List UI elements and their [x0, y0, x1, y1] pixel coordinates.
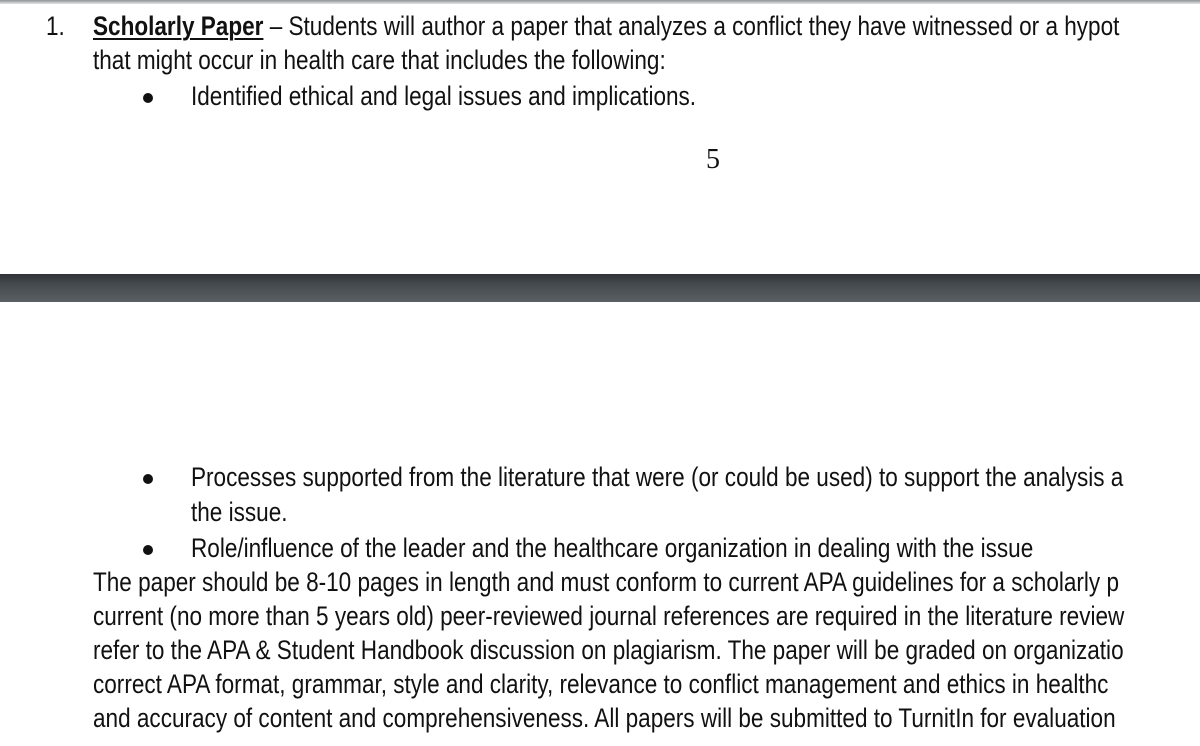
bullet-dot	[143, 93, 153, 103]
bullet-text: Role/influence of the leader and the healthcare organization in dealing with the issue	[191, 533, 1034, 563]
bullet-text: Processes supported from the literature that were (or could be used) to support the analysis a	[191, 462, 1124, 492]
item-title: Scholarly Paper	[93, 11, 264, 41]
page-separator	[0, 274, 1200, 302]
paragraph-line: current (no more than 5 years old) peer-reviewed journal references are required in the literature review	[93, 601, 1125, 631]
page-top-edge	[0, 0, 1200, 4]
item-intro: – Students will author a paper that analyzes a conflict they have witnessed or a hypot	[263, 11, 1120, 41]
bullet-text-continuation: the issue.	[191, 497, 288, 527]
paragraph-line: and accuracy of content and comprehensiveness. All papers will be submitted to TurnitIn for evaluation	[93, 703, 1116, 733]
list-item-heading-line	[93, 9, 1119, 43]
bullet-text: Identified ethical and legal issues and implications.	[191, 81, 697, 111]
paragraph-line: correct APA format, grammar, style and clarity, relevance to conflict management and ethics in healthc	[93, 669, 1109, 699]
document-page-top	[0, 0, 1200, 274]
bullet-dot	[143, 474, 153, 484]
paragraph-line: The paper should be 8-10 pages in length and must conform to current APA guidelines for a scholarly p	[93, 567, 1120, 597]
page-number: 5	[706, 144, 720, 175]
item-intro-continuation: that might occur in health care that includes the following:	[93, 45, 666, 75]
list-item-number: 1.	[46, 11, 65, 41]
bullet-dot	[143, 545, 153, 555]
paragraph-line: refer to the APA & Student Handbook discussion on plagiarism. The paper will be graded on organizatio	[93, 635, 1124, 665]
document-page-bottom	[0, 302, 1200, 746]
